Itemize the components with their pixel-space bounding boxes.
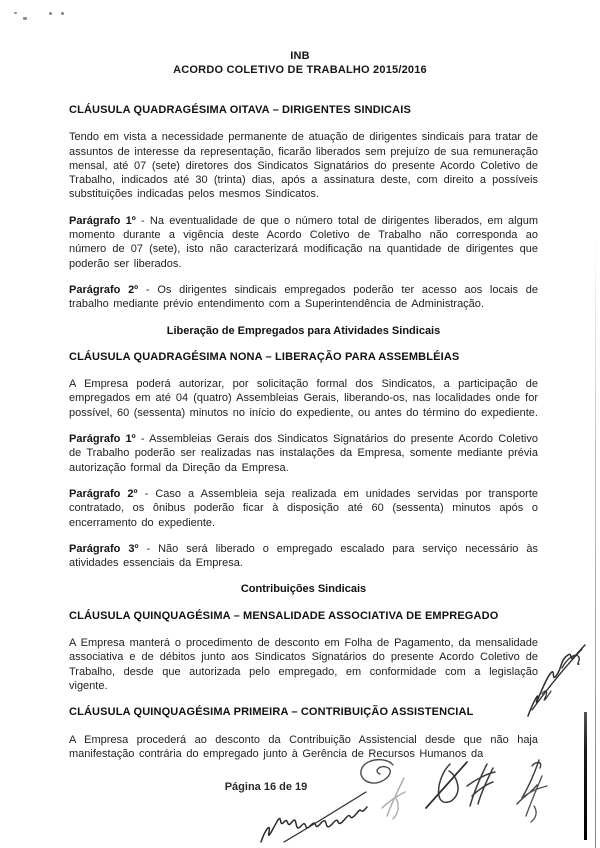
body-paragraph: Tendo em vista a necessidade permanente de atuação de dirigentes sindicais para tratar de assuntos de interesse da representação, ficarão liberados sem prejuízo de sua remuneração mensal, até 07 (sete) diretores dos Sindicatos Signatários do presente Acordo Coletivo de Trabalho, indicados até 30 (trinta) dias, após a assinatura deste, com direito a possíveis substituições indicadas pelos mesmos Sindicatos. — [69, 131, 538, 201]
paragraph-text: - Caso a Assembleia seja realizada em unidades servidas por transporte contratado, os ônibus poderão ficar à disposição até 60 (sessenta) minutos após o encerramento do expediente. — [69, 487, 538, 529]
paragraph-2 — [69, 283, 538, 312]
paragraph-label: Parágrafo 2º — [69, 283, 139, 296]
paragraph-label: Parágrafo 3º — [69, 542, 139, 555]
paragraph-2 — [69, 487, 538, 530]
paragraph-text: - Na eventualidade de que o número total de dirigentes liberados, em algum momento durante a vigência deste Acordo Coletivo de Trabalho não corresponda ao número de 07 (sete), isto não caracterizará modificação na quantidade de dirigentes que poderão ser liberados. — [69, 214, 538, 270]
paragraph-text: - Não será liberado o empregado escalado para serviço necessário às atividades essenciais da Empresa. — [69, 542, 539, 570]
scan-edge-line-faint — [595, 230, 596, 848]
paragraph-label: Parágrafo 2º — [69, 487, 138, 500]
paragraph-3 — [69, 542, 538, 571]
clause-heading-48: CLÁUSULA QUADRAGÉSIMA OITAVA – DIRIGENTES SINDICAIS — [69, 104, 411, 116]
body-paragraph: A Empresa manterá o procedimento de desconto em Folha de Pagamento, da mensalidade associativa e de débitos junto aos Sindicatos Signatários do presente Acordo Coletivo de Trabalho, desde que autorizada pelo empregado, em conformidade com a legislação vigente. — [69, 637, 538, 692]
paragraph-label: Parágrafo 1º — [69, 214, 136, 227]
clause-heading-50: CLÁUSULA QUINQUAGÉSIMA – MENSALIDADE ASSOCIATIVA DE EMPREGADO — [69, 609, 499, 622]
footer-page-number: Página 16 de 19 — [224, 781, 308, 793]
signature-initials-right-bottom — [516, 770, 552, 826]
clause-heading-51: CLÁUSULA QUINQUAGÉSIMA PRIMEIRA – CONTRIBUIÇÃO ASSISTENCIAL — [69, 706, 474, 719]
page-header-org: INB — [290, 50, 310, 62]
page-header — [0, 50, 600, 77]
scan-speck — [23, 17, 27, 20]
scan-speck — [14, 12, 17, 14]
signature-scribble-footer — [256, 786, 374, 848]
scan-speck — [49, 12, 52, 15]
paragraph-label: Parágrafo 1º — [69, 433, 136, 446]
paragraph-1 — [69, 432, 538, 475]
section-heading-contribuicoes: Contribuições Sindicais — [240, 583, 367, 596]
body-paragraph: A Empresa procederá ao desconto da Contribuição Assistencial desde que não haja manifestação contrária do empregado junto à Gerência de Recursos Humanos da — [69, 733, 538, 760]
paragraph-1 — [69, 214, 538, 271]
page-header-title: ACORDO COLETIVO DE TRABALHO 2015/2016 — [173, 63, 427, 76]
clause-heading-49: CLÁUSULA QUADRAGÉSIMA NONA – LIBERAÇÃO PARA ASSEMBLÉIAS — [69, 350, 460, 363]
scan-speck — [61, 12, 64, 15]
signature-scribble-right — [518, 636, 592, 724]
signature-initials-faint — [374, 772, 416, 822]
body-paragraph: A Empresa poderá autorizar, por solicitação formal dos Sindicatos, a participação de empregados em até 04 (quatro) Assembleias Gerais, liberando-os, nas localidades onde for possível, 60 (sessenta) minutos no início do expediente, ou antes do término do expediente. — [69, 378, 538, 419]
paragraph-text: - Os dirigentes sindicais empregados poderão ter acesso aos locais de trabalho mediante prévio entendimento com a Superintendência de Administração. — [69, 283, 538, 311]
document-body — [69, 103, 538, 773]
paragraph-text: - Assembleias Gerais dos Sindicatos Signatários do presente Acordo Coletivo de Trabalho poderão ser realizadas nas instalações da Empresa, somente mediante prévia autorização formal da Direção da Empresa. — [69, 433, 538, 474]
scan-edge-line-dark — [584, 712, 587, 840]
signature-dense-scribble — [458, 758, 500, 812]
section-heading-liberacao: Liberação de Empregados para Atividades Sindicais — [166, 324, 441, 337]
